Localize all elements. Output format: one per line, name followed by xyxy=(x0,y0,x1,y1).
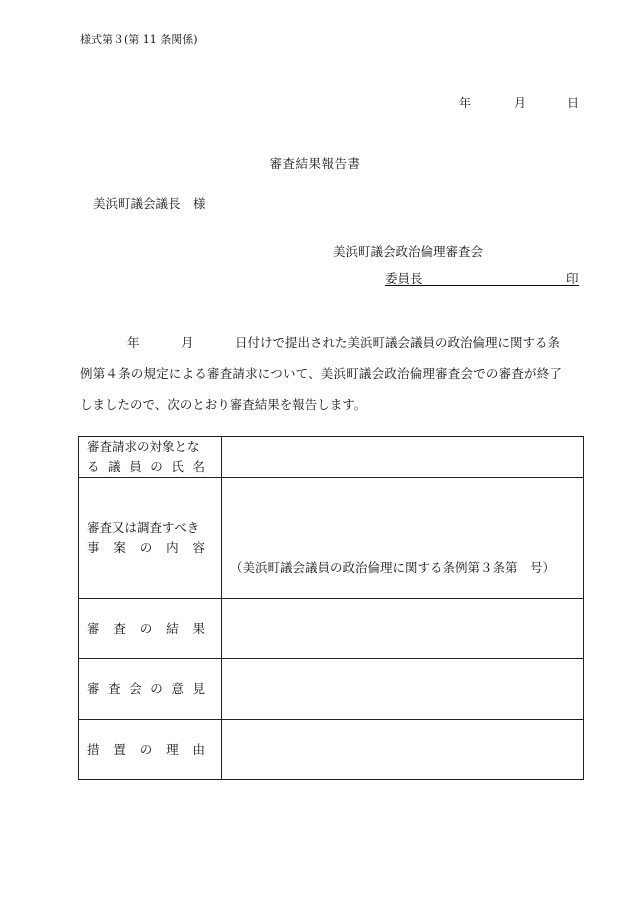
label-char: の xyxy=(139,620,153,636)
label-char: の xyxy=(150,459,163,474)
table-row xyxy=(79,659,584,720)
label-char: 結 xyxy=(166,620,179,636)
report-table xyxy=(78,436,584,780)
label-char: 審 xyxy=(87,681,100,696)
label-char: 理 xyxy=(166,741,179,757)
value-case-content[interactable] xyxy=(222,478,584,599)
chair-label: 委員長 xyxy=(385,271,423,286)
row-label-spread xyxy=(87,740,205,760)
table-row xyxy=(79,437,584,478)
row-label-spread xyxy=(87,457,205,477)
table-row xyxy=(79,599,584,659)
label-char: 意 xyxy=(171,681,184,696)
addressee: 美浜町議会議長 様 xyxy=(93,196,206,211)
value-measure-reason[interactable] xyxy=(222,720,584,780)
date-year-label: 年 xyxy=(459,96,472,110)
row-label-case-content xyxy=(79,478,222,599)
body-line-2: 例第４条の規定による審査請求について、美浜町議会政治倫理審査会での審査が終了 xyxy=(80,366,563,381)
date-day-label: 日 xyxy=(567,96,580,110)
form-number: 様式第３(第 11 条関係) xyxy=(80,33,198,46)
label-char: 由 xyxy=(192,741,205,757)
label-char: の xyxy=(150,681,163,696)
label-char: 内 xyxy=(166,540,179,555)
label-char: 事 xyxy=(87,540,100,555)
document-title: 審査結果報告書 xyxy=(269,156,361,171)
label-char: の xyxy=(139,540,153,555)
body-line-1-text: 日付けで提出された美浜町議会議員の政治倫理に関する条 xyxy=(235,335,561,350)
row-label-line: 審査又は調査すべき xyxy=(87,520,200,535)
row-label-spread xyxy=(87,679,205,699)
label-char: 見 xyxy=(192,681,205,696)
sender-committee: 美浜町議会政治倫理審査会 xyxy=(333,244,484,259)
seal-mark: 印 xyxy=(566,271,579,286)
label-char: 員 xyxy=(129,459,142,474)
label-char: 審 xyxy=(87,620,100,636)
row-label-spread xyxy=(87,538,205,558)
row-label-measure-reason xyxy=(79,720,222,780)
value-review-result[interactable] xyxy=(222,599,584,659)
label-char: 案 xyxy=(113,540,126,555)
table-row xyxy=(79,478,584,599)
row-label-line: 審査請求の対象とな xyxy=(87,439,200,454)
value-target-member[interactable] xyxy=(222,437,584,478)
ordinance-reference-note: （美浜町議会議員の政治倫理に関する条例第３条第 号） xyxy=(230,560,556,575)
row-label-spread xyxy=(87,619,205,639)
label-char: 会 xyxy=(129,681,142,696)
table-row xyxy=(79,720,584,780)
body-line-3: しましたので、次のとおり審査結果を報告します。 xyxy=(80,397,367,412)
label-char: 置 xyxy=(113,741,126,757)
label-char: 容 xyxy=(192,540,205,555)
label-char: 議 xyxy=(108,459,121,474)
label-char: の xyxy=(139,741,153,757)
label-char: 氏 xyxy=(171,459,184,474)
value-committee-opinion[interactable] xyxy=(222,659,584,720)
label-char: 措 xyxy=(87,741,100,757)
row-label-target-member xyxy=(79,437,222,478)
label-char: る xyxy=(87,459,100,474)
label-char: 名 xyxy=(192,459,205,474)
body-month-label: 月 xyxy=(181,335,194,350)
date-month-label: 月 xyxy=(514,96,527,110)
label-char: 果 xyxy=(192,620,205,636)
row-label-review-result xyxy=(79,599,222,659)
label-char: 査 xyxy=(108,681,121,696)
body-year-label: 年 xyxy=(127,335,140,350)
row-label-committee-opinion xyxy=(79,659,222,720)
label-char: 査 xyxy=(113,620,126,636)
